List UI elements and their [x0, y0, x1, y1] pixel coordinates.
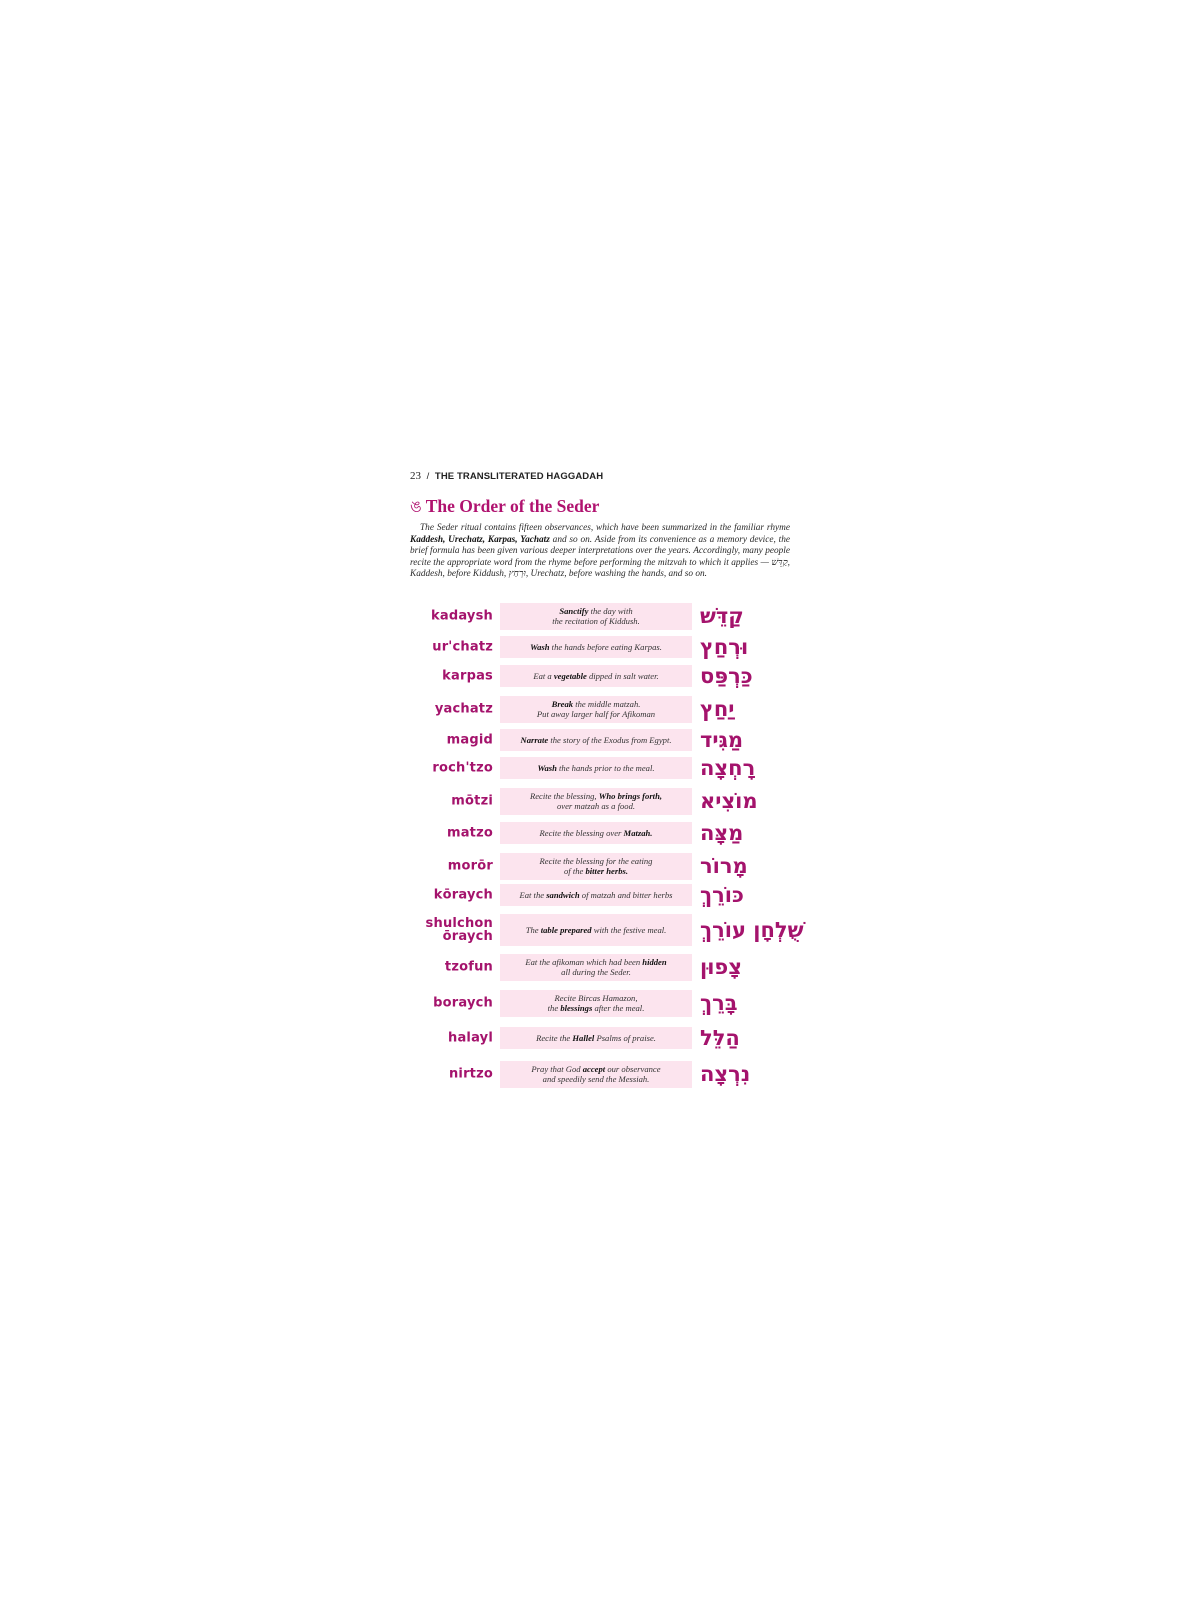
step-hebrew-name: וּרְחַץ	[700, 634, 749, 659]
step-description	[548, 993, 645, 1014]
step-description-emphasis: Break	[551, 698, 574, 709]
step-description-text: Recite the blessing for the eating of the	[539, 855, 653, 877]
step-description-text: over matzah as a food.	[556, 801, 636, 812]
step-description-emphasis: Matzah.	[623, 827, 653, 838]
step-description-emphasis: blessings	[560, 1003, 593, 1014]
seder-step-row	[410, 665, 790, 687]
step-description-box	[500, 1061, 692, 1088]
step-hebrew-name: נִרְצָה	[700, 1062, 751, 1087]
seder-step-row	[410, 1061, 790, 1088]
step-description-emphasis: hidden	[642, 956, 667, 967]
step-description-box	[500, 665, 692, 687]
step-hebrew-name: צָפוּן	[700, 955, 742, 980]
book-title: THE TRANSLITERATED HAGGADAH	[434, 471, 604, 482]
step-description-box	[500, 729, 692, 751]
seder-step-row	[410, 990, 790, 1017]
seder-step-row	[410, 884, 790, 906]
seder-step-row	[410, 914, 804, 946]
step-transliteration: matzo	[446, 825, 493, 841]
step-description	[540, 856, 653, 877]
step-transliteration: karpas	[442, 668, 493, 684]
step-description	[531, 1064, 660, 1085]
step-description-text: the day with the recitation of Kiddush.	[552, 605, 640, 627]
step-description-emphasis: Sanctify	[559, 605, 589, 616]
step-description-text: Recite the blessing over	[539, 827, 624, 838]
step-hebrew-name: מָרוֹר	[700, 854, 748, 879]
intro-text-1: The Seder ritual contains fifteen observances, which have been summarized in the familiar rhyme	[420, 523, 790, 533]
step-description-text: the story of the Exodus from Egypt.	[548, 734, 672, 745]
seder-step-row	[410, 603, 790, 630]
step-hebrew-name: רָחְצָה	[700, 755, 756, 780]
step-description	[537, 699, 655, 720]
seder-step-row	[410, 1027, 790, 1049]
intro-paragraph	[410, 523, 790, 581]
step-description-text: Eat the afikoman which had been	[525, 956, 643, 967]
step-transliteration: mōtzi	[451, 793, 493, 809]
step-description-emphasis: vegetable	[553, 670, 587, 681]
step-transliteration: yachatz	[434, 701, 493, 717]
step-hebrew-name: מַגִּיד	[700, 727, 744, 752]
step-description	[533, 671, 658, 682]
step-description-text: after the meal.	[592, 1003, 645, 1014]
step-hebrew-name: שֻׁלְחָן עוֹרֵךְ	[700, 917, 804, 942]
step-description	[520, 735, 671, 746]
running-head	[410, 470, 790, 482]
step-description-text: Psalms of praise.	[594, 1032, 656, 1043]
step-description-text: Eat the	[519, 889, 547, 900]
step-description-text: with the festive meal.	[591, 924, 667, 935]
step-transliteration: kadaysh	[431, 608, 493, 624]
step-description-emphasis: bitter herbs.	[585, 866, 628, 877]
step-description-emphasis: sandwich	[546, 889, 580, 900]
step-description	[530, 791, 662, 812]
step-description-text: all during the Seder.	[561, 967, 631, 978]
step-description-text: dipped in salt water.	[586, 670, 659, 681]
step-description-text: Pray that God	[531, 1063, 583, 1074]
step-description-text: the middle matzah. Put away larger half for Afikoman	[536, 698, 656, 720]
step-description	[552, 606, 640, 627]
seder-step-row	[410, 636, 790, 658]
step-description-box	[500, 696, 692, 723]
step-description-box	[500, 788, 692, 815]
step-hebrew-name: מוֹצִיא	[700, 789, 758, 814]
step-transliteration: magid	[446, 732, 493, 748]
step-description-text: Recite the	[536, 1032, 573, 1043]
step-hebrew-name: כַּרְפַּס	[700, 663, 753, 688]
seder-step-row	[410, 757, 790, 779]
step-description-text: The	[525, 924, 541, 935]
section-heading	[410, 496, 790, 517]
step-transliteration: nirtzo	[448, 1066, 493, 1082]
step-transliteration: kōraych	[433, 887, 493, 903]
step-transliteration: roch'tzo	[432, 760, 493, 776]
ornament-icon: ঙ	[410, 496, 422, 516]
step-hebrew-name: בָּרֵךְ	[700, 991, 738, 1016]
seder-step-row	[410, 954, 790, 981]
intro-text-2: and so on. Aside from its convenience as a memory device, the brief formula has been given various deeper interpretations over the years. Accordingly, many people recite the appropriate word from the rhyme before performing the mitzvah to which it applies — קַדֵּשׁ, Kaddesh, before Kiddush, וּרְחַץ, Urechatz, before washing the hands, and so on.	[410, 534, 790, 580]
page-number: 23	[410, 470, 421, 482]
step-description-emphasis: Wash	[530, 641, 550, 652]
haggadah-page	[410, 470, 804, 1093]
step-hebrew-name: כּוֹרֵךְ	[700, 882, 744, 907]
step-description-box	[500, 914, 692, 946]
seder-step-row	[410, 788, 790, 815]
step-description-text: Recite Bircas Hamazon, the	[547, 992, 638, 1014]
step-description-box	[500, 853, 692, 880]
step-description-box	[500, 603, 692, 630]
step-description-emphasis: Who brings forth,	[598, 790, 663, 801]
step-description-box	[500, 636, 692, 658]
step-description-text: of matzah and bitter herbs	[579, 889, 673, 900]
running-head-separator: /	[426, 471, 430, 482]
step-transliteration: morōr	[447, 858, 493, 874]
step-description	[536, 1033, 656, 1044]
step-description-emphasis: table prepared	[540, 924, 592, 935]
step-description-emphasis: Narrate	[520, 734, 549, 745]
step-description	[530, 642, 662, 653]
step-description	[519, 890, 672, 901]
section-title: The Order of the Seder	[425, 496, 600, 516]
step-description	[525, 957, 666, 978]
step-description-text: the hands prior to the meal.	[556, 762, 655, 773]
step-description	[540, 828, 653, 839]
seder-step-row	[410, 696, 790, 723]
seder-step-row	[410, 822, 790, 844]
step-transliteration: tzofun	[444, 959, 493, 975]
seder-step-row	[410, 853, 790, 880]
step-description-emphasis: accept	[582, 1063, 606, 1074]
step-description-text: Recite the blessing,	[529, 790, 599, 801]
step-description-box	[500, 884, 692, 906]
step-description-text: Eat a	[533, 670, 554, 681]
step-description-emphasis: Hallel	[572, 1032, 595, 1043]
step-transliteration: halayl	[448, 1030, 493, 1046]
step-description-box	[500, 757, 692, 779]
seder-steps-list	[410, 603, 804, 1093]
step-transliteration: boraych	[433, 995, 493, 1011]
step-description-box	[500, 954, 692, 981]
step-transliteration: shulchon ōraych	[425, 915, 493, 944]
step-hebrew-name: קַדֵּשׁ	[700, 604, 744, 629]
step-description-box	[500, 822, 692, 844]
step-hebrew-name: יַחַץ	[700, 697, 735, 722]
step-description-box	[500, 990, 692, 1017]
step-hebrew-name: מַצָּה	[700, 820, 744, 845]
step-description-text: the hands before eating Karpas.	[549, 641, 662, 652]
step-transliteration: ur'chatz	[432, 639, 493, 655]
step-hebrew-name: הַלֵּל	[700, 1025, 740, 1050]
step-description-text: our observance and speedily send the Messiah.	[542, 1063, 661, 1085]
step-description	[537, 763, 654, 774]
intro-rhyme: Kaddesh, Urechatz, Karpas, Yachatz	[410, 534, 550, 545]
step-description-box	[500, 1027, 692, 1049]
seder-step-row	[410, 729, 790, 751]
step-description	[526, 925, 667, 936]
step-description-emphasis: Wash	[537, 762, 557, 773]
